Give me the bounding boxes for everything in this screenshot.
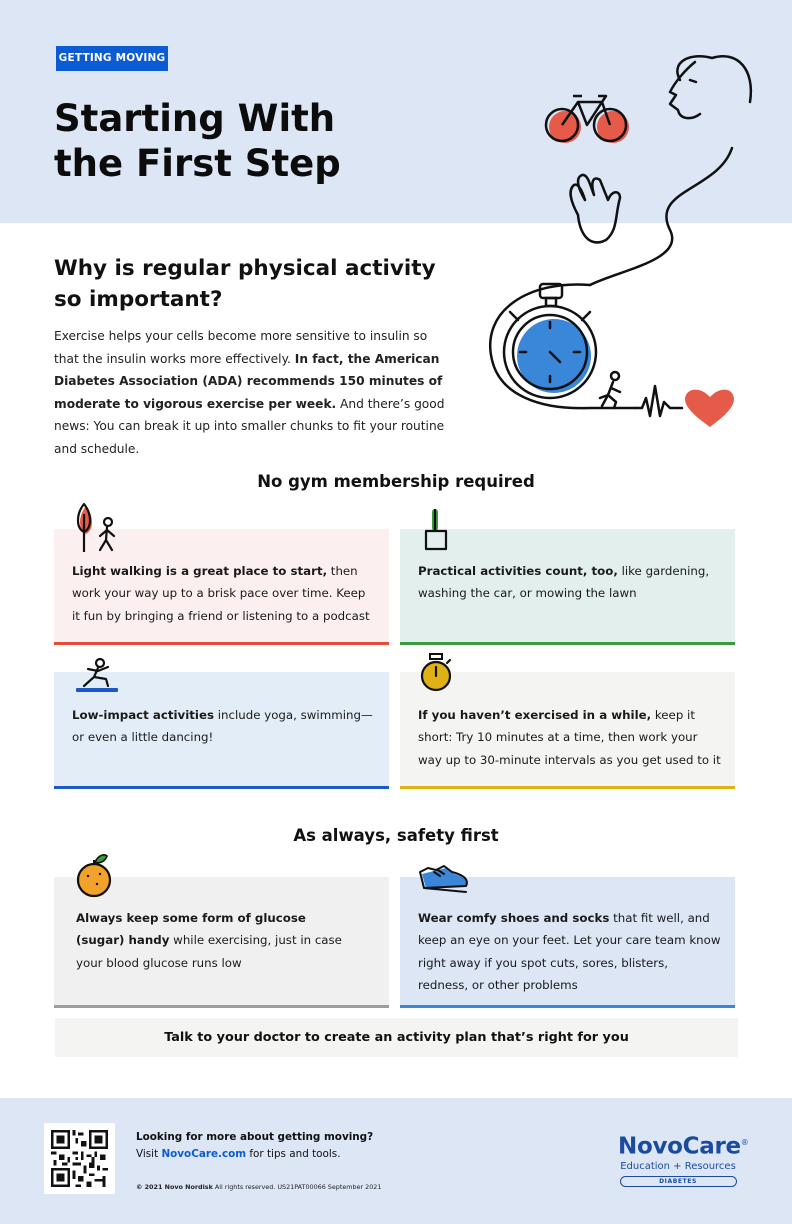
doctor-plan-banner: Talk to your doctor to create an activity plan that’s right for you	[55, 1018, 738, 1057]
intro-text-1: Exercise helps your cells become more sensitive to insulin so that the insulin works more effectively.	[54, 329, 428, 366]
copyright	[136, 1183, 381, 1191]
intro-paragraph	[54, 325, 454, 461]
sneaker-icon	[416, 862, 472, 898]
logo-name-text: NovoCare	[618, 1133, 741, 1160]
category-tag: GETTING MOVING	[56, 46, 168, 71]
page-title	[54, 96, 454, 186]
copyright-bold: © 2021 Novo Nordisk	[136, 1183, 213, 1191]
glucose-card-text: while exercising, just in case your blood glucose runs low	[76, 933, 342, 970]
low-impact-card-bold: Low-impact activities	[72, 708, 214, 722]
hero-illustration	[470, 40, 770, 440]
shoes-card-text: that fit well, and keep an eye on your feet. Let your care team know right away if you spot cuts, sores, blisters, redness, or other problems	[418, 911, 721, 993]
novocare-logo	[618, 1130, 749, 1187]
glucose-card-bold: Always keep some form of glucose (sugar) handy	[76, 911, 306, 948]
gardening-card-text: like gardening, washing the car, or mowing the lawn	[418, 564, 710, 601]
orange-icon	[75, 850, 115, 900]
safety-section-heading: As always, safety first	[293, 826, 499, 845]
page-title-line1: Starting With	[54, 97, 336, 140]
footer-question: Looking for more about getting moving?	[136, 1131, 374, 1143]
runner-icon	[600, 372, 620, 408]
footer-visit-pre: Visit	[136, 1148, 162, 1160]
footer	[0, 1098, 792, 1224]
short-exercise-card-bold: If you haven’t exercised in a while,	[418, 708, 652, 722]
copyright-rest: All rights reserved. US21PAT00066 September 2021	[212, 1183, 382, 1191]
qr-code[interactable]	[44, 1123, 115, 1194]
walking-card-bold: Light walking is a great place to start,	[72, 564, 328, 578]
logo-name	[618, 1130, 749, 1160]
intro-text-bold: In fact, the American Diabetes Association (ADA) recommends 150 minutes of moderate to vigorous exercise per week.	[54, 351, 443, 411]
face-icon	[670, 56, 751, 118]
gym-section-heading: No gym membership required	[257, 472, 535, 491]
footer-visit-post: for tips and tools.	[246, 1148, 341, 1160]
gardening-card-bold: Practical activities count, too,	[418, 564, 618, 578]
heartbeat-line	[635, 386, 682, 416]
bicycle-icon	[546, 96, 629, 143]
qr-code-icon	[51, 1130, 108, 1187]
page-title-line2: the First Step	[54, 142, 341, 185]
footer-visit	[136, 1148, 341, 1160]
logo-registered-mark: ®	[740, 1138, 749, 1147]
intro-text-2: And there’s good news: You can break it up into smaller chunks to fit your routine and schedule.	[54, 396, 445, 456]
intro-heading-line2: so important?	[54, 287, 223, 312]
garden-shovel-icon	[418, 505, 454, 555]
stopwatch-icon	[418, 652, 454, 694]
intro-heading	[54, 253, 474, 315]
tree-walker-icon	[72, 502, 124, 554]
intro-heading-line1: Why is regular physical activity	[54, 256, 436, 281]
logo-subtitle: Education + Resources	[620, 1160, 736, 1172]
novocare-link[interactable]: NovoCare.com	[161, 1148, 247, 1160]
low-impact-card-text: include yoga, swimming—or even a little dancing!	[72, 708, 373, 745]
shoes-card-bold: Wear comfy shoes and socks	[418, 911, 610, 925]
logo-diabetes-pill: DIABETES	[620, 1176, 737, 1187]
yoga-icon	[74, 655, 120, 695]
walking-card-text: then work your way up to a brisk pace over time. Keep it fun by bringing a friend or listening to a podcast	[72, 564, 370, 623]
heart-icon	[685, 390, 734, 427]
waving-hand-icon	[571, 175, 620, 242]
cord-line	[590, 148, 732, 285]
short-exercise-card-text: keep it short: Try 10 minutes at a time, then work your way up to 30-minute intervals as you get used to it	[418, 708, 721, 767]
